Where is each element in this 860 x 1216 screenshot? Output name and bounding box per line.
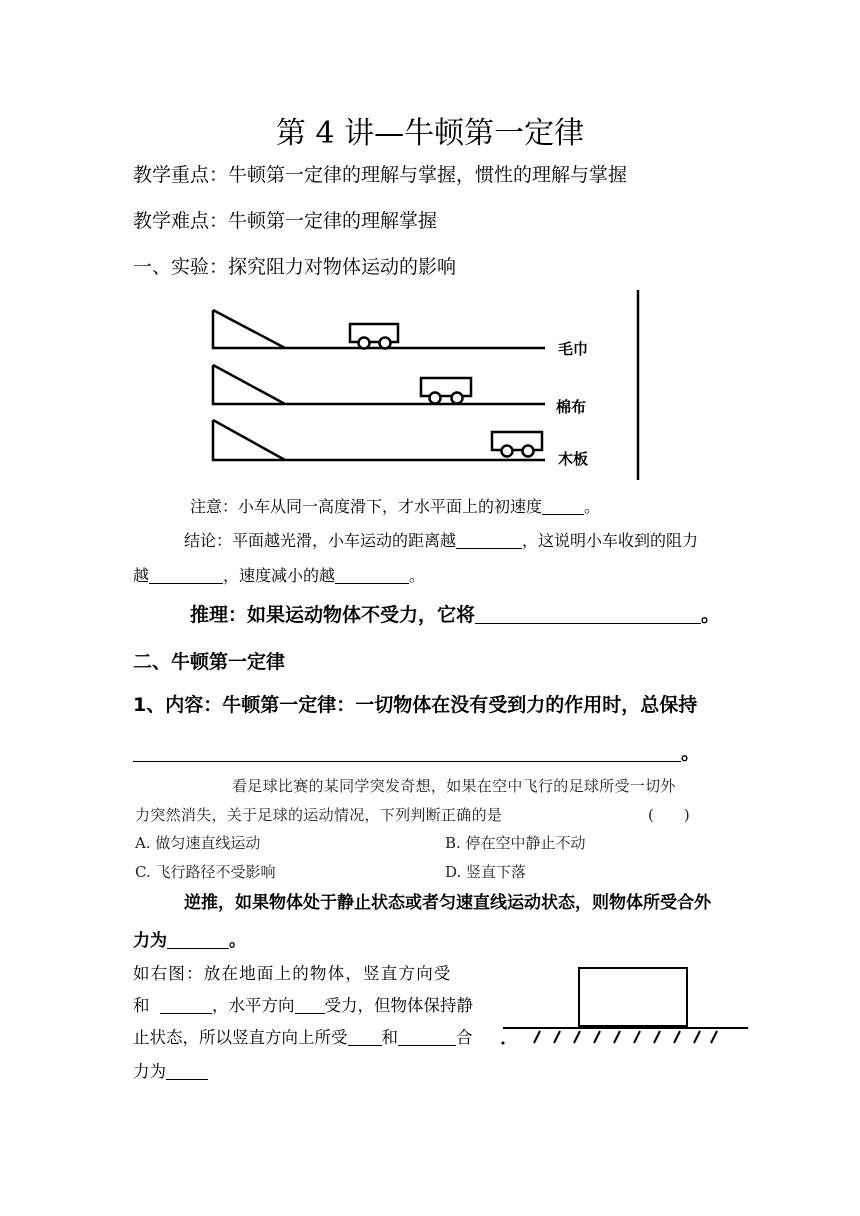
conclusion-end: 。 [409,566,426,585]
conclusion-text-1: 结论：平面越光滑，小车运动的距离越 [184,531,457,550]
inverse-end: 。 [229,931,246,951]
fig-text-3a: 止状态，所以竖直方向上所受 [133,1028,348,1047]
note-end: 。 [584,497,601,516]
question-line-2: 力突然消失，关于足球的运动情况，下列判断正确的是 [135,806,503,824]
reasoning-text: 推理：如果运动物体不受力，它将 [190,604,476,626]
surface-label-towel: 毛巾 [558,340,589,358]
option-c: C. 飞行路径不受影响 [135,863,276,881]
inverse-text-2: 力为 [133,931,167,951]
fig-text-4: 力为 [133,1062,166,1081]
question-paren: ( ) [648,806,690,824]
page-title: 第 4 讲—牛顿第一定律 [275,116,585,151]
note-text: 注意：小车从同一高度滑下，才水平面上的初速度 [190,497,543,516]
option-a: A. 做匀速直线运动 [135,834,261,852]
fig-text-3c: 合 [456,1028,473,1047]
fig-text-2b: ，水平方向 [212,996,295,1015]
option-b: B. 停在空中静止不动 [445,834,586,852]
conclusion-text-2: ，这说明小车收到的阻力 [522,531,699,550]
fig-text-3b: 和 [381,1028,398,1047]
conclusion-text-3: 越 [133,566,150,585]
question-line-1: 看足球比赛的某同学突发奇想，如果在空中飞行的足球所受一切外 [232,777,676,795]
section-2-heading: 二、牛顿第一定律 [133,651,286,673]
key-points: 教学重点：牛顿第一定律的理解与掌握，惯性的理解与掌握 [133,164,628,186]
surface-label-board: 木板 [558,450,589,468]
surface-label-cotton: 棉布 [556,398,587,416]
figure-text-line-1: 如右图：放在地面上的物体，竖直方向受 [133,964,452,983]
content-line: 1、内容：牛顿第一定律：一切物体在没有受到力的作用时，总保持 [133,694,698,716]
fig-text-2a: 和 [133,996,150,1015]
option-d: D. 竖直下落 [445,863,527,881]
difficulty: 教学难点：牛顿第一定律的理解掌握 [133,210,438,232]
conclusion-text-4: ，速度减小的越 [223,566,336,585]
reasoning-end: 。 [701,604,721,626]
inverse-line-1: 逆推，如果物体处于静止状态或者匀速直线运动状态，则物体所受合外 [184,893,711,913]
section-1-heading: 一、实验：探究阻力对物体运动的影响 [133,256,457,278]
content-end: 。 [681,742,701,764]
fig-text-2c: 受力，但物体保持静 [324,996,473,1015]
